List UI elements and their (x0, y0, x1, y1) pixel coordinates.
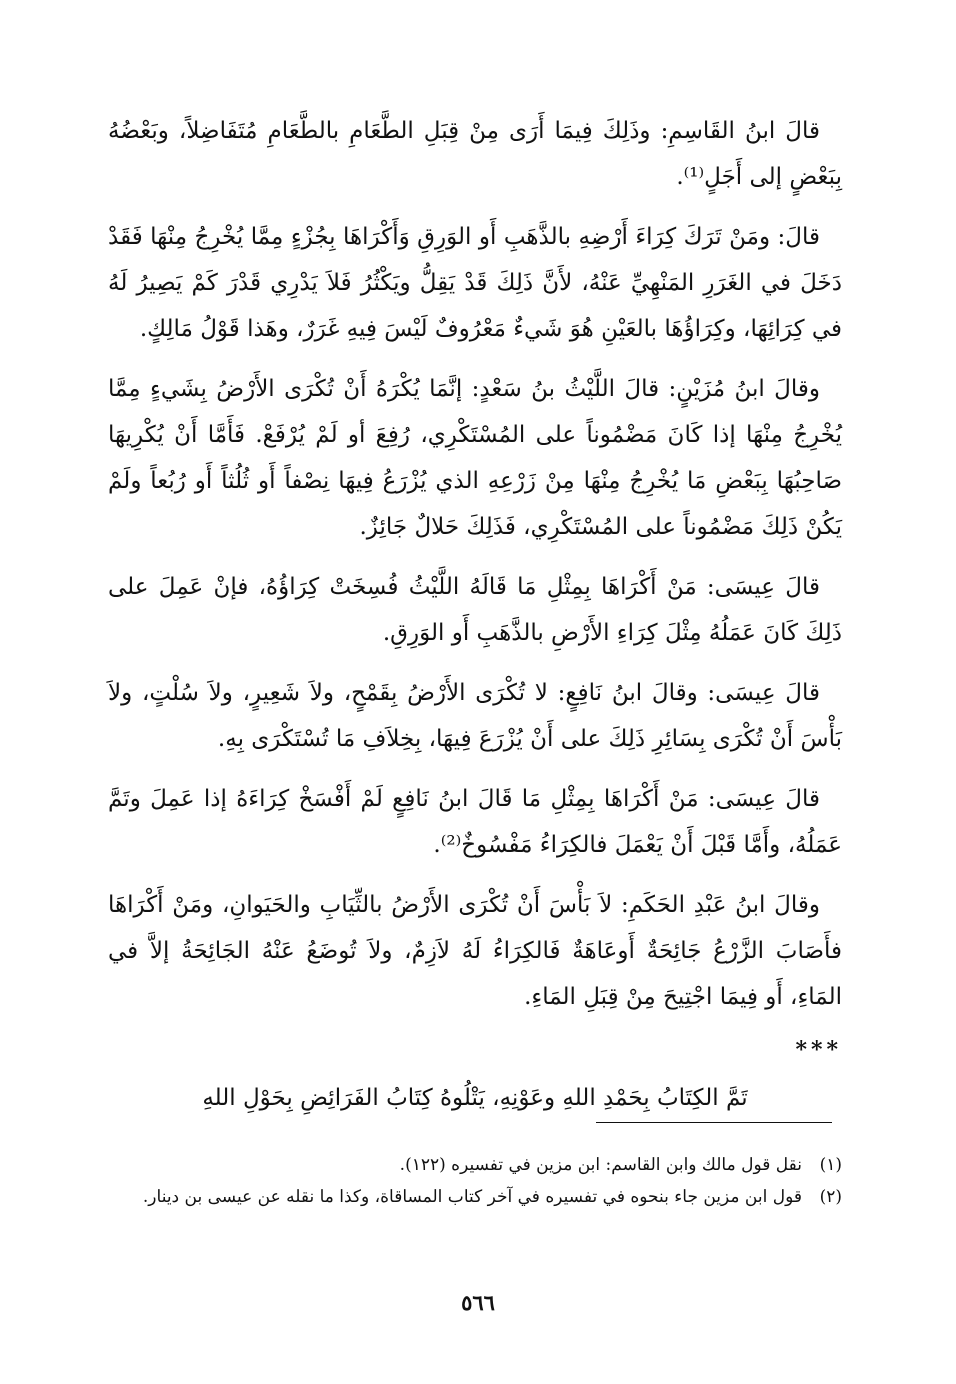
paragraph-isa-second: قالَ عِيسَى: مَنْ أَكْرَاهَا بِمِثْلِ مَا قَالَ ابنُ نَافِعٍ لَمْ أَفْسَخْ كِرَاءَهُ إذا عَمِلَ وتَمَّ عَمَلُهُ، وأَمَّا قَبْلَ أَنْ يَعْمَلَ فالكِرَاءُ مَفْسُوخٌ⁽²⁾. (108, 786, 842, 858)
main-text (108, 108, 842, 1120)
footnote-text: نقل قول مالك وابن القاسم: ابن مزين في تفسيره (١٢٢). (399, 1155, 802, 1175)
paragraph-ibn-abd-al-hakam: وقالَ ابنُ عَبْدِ الحَكَمِ: لاَ بَأْسَ أَنْ تُكْرَى الأَرْضُ بالثِّيَابِ والحَيَوانِ، ومَنْ أَكْرَاهَا فأَصَابَ الزَّرْعُ جَائِحَةٌ أَوعَاهَةٌ فَالكِرَاءُ لَهُ لاَزِمٌ، ولاَ تُوضَعُ عَنْهُ الجَائِحَةُ إلاَّ في المَاءِ، أَو فِيمَا اجْتِيحَ مِنْ قِبَلِ المَاءِ. (108, 892, 842, 1010)
footnotes (108, 1150, 842, 1214)
footnote-text: قول ابن مزين جاء بنحوه في تفسيره في آخر كتاب المساقاة، وكذا ما نقله عن عيسى بن دينار. (142, 1187, 802, 1207)
page-number: ٥٦٦ (461, 1290, 495, 1315)
paragraph-ibn-muzayn-al-layth: وقالَ ابنُ مُزَيْنٍ: قالَ اللَّيْثُ بنُ سَعْدٍ: إنَّمَا يُكْرَهُ أَنْ تُكْرَى الأَرْضُ بِشَيءٍ مِمَّا يُخْرِجُ مِنْهَا إذا كَانَ مَضْمُوناً على المُسْتَكْرِي، رُفِعَ أو لَمْ يُرْفَعْ. فَأَمَّا أَنْ يُكْرِيهَا صَاحِبُهَا بِبَعْضِ مَا يُخْرِجُ مِنْهَا مِنْ زَرْعِهِ الذي يُزْرَعُ فِيهَا نِصْفاً أَو ثُلُثاً أَو رُبُعاً ولَمْ يَكُنْ ذَلِكَ مَضْمُوناً على المُسْتَكْرِي، فَذَلِكَ حَلالٌ جَائِزٌ. (108, 376, 842, 540)
footnote-number: (١) (819, 1155, 842, 1175)
footnote-divider (596, 1122, 832, 1123)
closing-line: تَمَّ الكِتَابُ بِحَمْدِ اللهِ وعَوْنِهِ، يَتْلُوهُ كِتَابُ الفَرَائِضِ بِحَوْلِ اللهِ (202, 1085, 748, 1111)
section-separator: *** (795, 1037, 842, 1063)
paragraph-ibn-al-qasim: قالَ ابنُ القَاسِمِ: وذَلِكَ فِيمَا أَرَى مِنْ قِبَلِ الطَّعَامِ بالطَّعَامِ مُتَفَاضِلاً، وبَعْضُهُ بِبَعْضٍ إلى أَجَلٍ⁽¹⁾. (108, 118, 842, 190)
paragraph-isa-first: قالَ عِيسَى: مَنْ أَكْرَاهَا بِمِثْلِ مَا قَالَهُ اللَّيْثُ فُسِخَتْ كِرَاؤُهُ، فإنْ عَمِلَ على ذَلِكَ كَانَ عَمَلُهُ مِثْلَ كِرَاءِ الأَرْضِ بالذَّهَبِ أَو الوَرِقِ. (108, 574, 842, 646)
paragraph-qala-man-taraka: قالَ: ومَنْ تَرَكَ كِرَاءَ أَرْضِهِ بالذَّهَبِ أَو الوَرِقِ وَأَكْرَاهَا بِجُزْءٍ مِمَّا يُخْرِجُ مِنْهَا فَقَدْ دَخَلَ في الغَرَرِ المَنْهِيِّ عَنْهُ، لأَنَّ ذَلِكَ قَدْ يَقِلُّ ويَكْثُرُ فَلاَ يَدْرِي قَدْرَ كَمْ يَصِيرُ لَهُ في كِرَائِهَا، وكِرَاؤُهَا بالعَيْنِ هُوَ شَيءٌ مَعْرُوفٌ لَيْسَ فِيهِ غَرَرٌ، وهَذا قَوْلُ مَالِكٍ. (108, 224, 842, 342)
footnote (108, 1150, 842, 1180)
paragraph-isa-ibn-nafi: قالَ عِيسَى: وقالَ ابنُ نَافِعٍ: لا تُكْرَى الأَرْضُ بِقَمْحٍ، ولاَ شَعِيرٍ، ولاَ سُلْتٍ، ولاَ بَأْسَ أَنْ تُكْرَى بِسَائِرِ ذَلِكَ على أَنْ يُزْرَعَ فِيهَا، بِخِلاَفِ مَا تُسْتَكْرَى بِهِ. (108, 680, 842, 752)
footnote (108, 1182, 842, 1212)
footnote-number: (٢) (819, 1187, 842, 1207)
